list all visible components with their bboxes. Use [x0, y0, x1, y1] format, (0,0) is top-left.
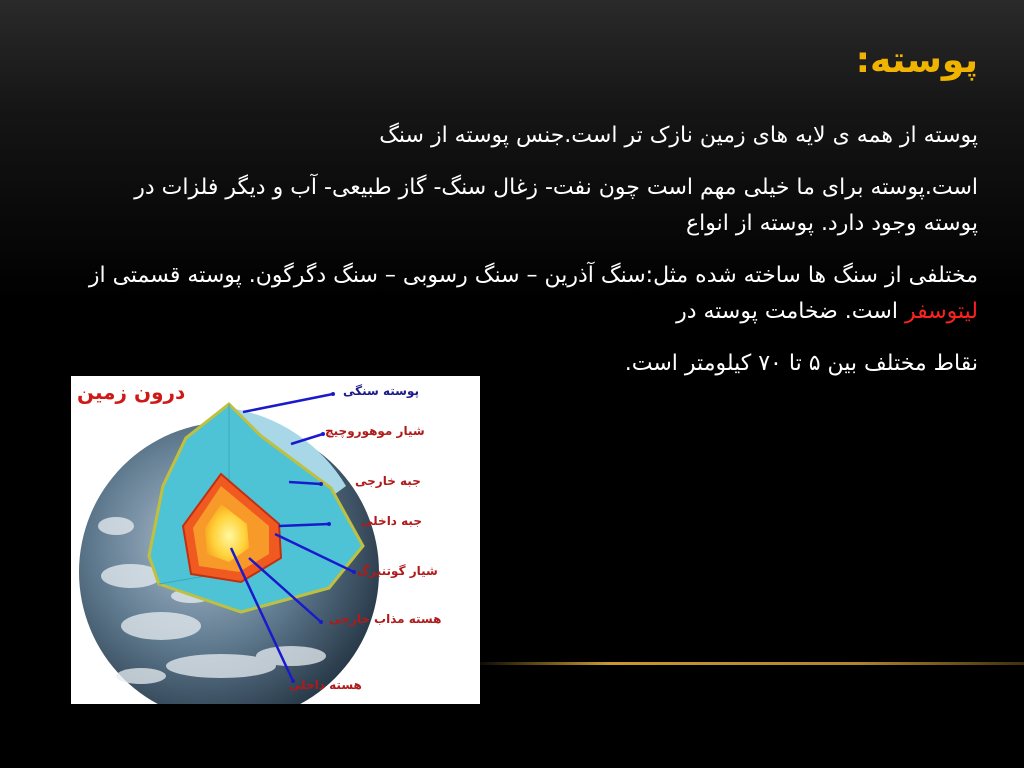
diagram-title: درون زمین	[77, 380, 186, 404]
paragraph-1: پوسته از همه ی لایه های زمین نازک تر است.جنس پوسته از سنگ	[379, 123, 978, 148]
lithosphere-highlight: لیتوسفر	[904, 299, 978, 324]
paragraph-4: نقاط مختلف بین ۵ تا ۷۰ کیلومتر است.	[624, 351, 978, 376]
slide-body	[83, 118, 978, 398]
label-inner-mantle: جبه داخلی	[361, 514, 422, 528]
label-moho-discontinuity: شیار موهوروچیچ	[325, 424, 425, 438]
label-outer-mantle: جبه خارجی	[355, 474, 421, 488]
label-crust: پوسته سنگی	[343, 384, 420, 398]
label-outer-core: هسته مذاب خارجی	[329, 612, 442, 626]
paragraph-3-end: است. ضخامت پوسته در	[676, 299, 905, 324]
paragraph-2: است.پوسته برای ما خیلی مهم است چون نفت- زغال سنگ- گاز طبیعی- آب و دیگر فلزات در پوسته وجود دارد. پوسته از انواع	[134, 175, 978, 236]
label-inner-core: هسته داخلی	[289, 678, 362, 692]
earth-interior-diagram	[71, 376, 480, 704]
paragraph-3-start: مختلفی از سنگ ها ساخته شده مثل:سنگ آذرین – سنگ رسوبی – سنگ دگرگون. پوسته قسمتی از	[88, 263, 978, 288]
label-gutenberg-discontinuity: شیار گوتنبرگ	[357, 564, 438, 578]
paragraph-3	[83, 258, 978, 330]
slide-title: پوسته:	[855, 40, 978, 81]
decorative-gold-line	[470, 662, 1024, 665]
